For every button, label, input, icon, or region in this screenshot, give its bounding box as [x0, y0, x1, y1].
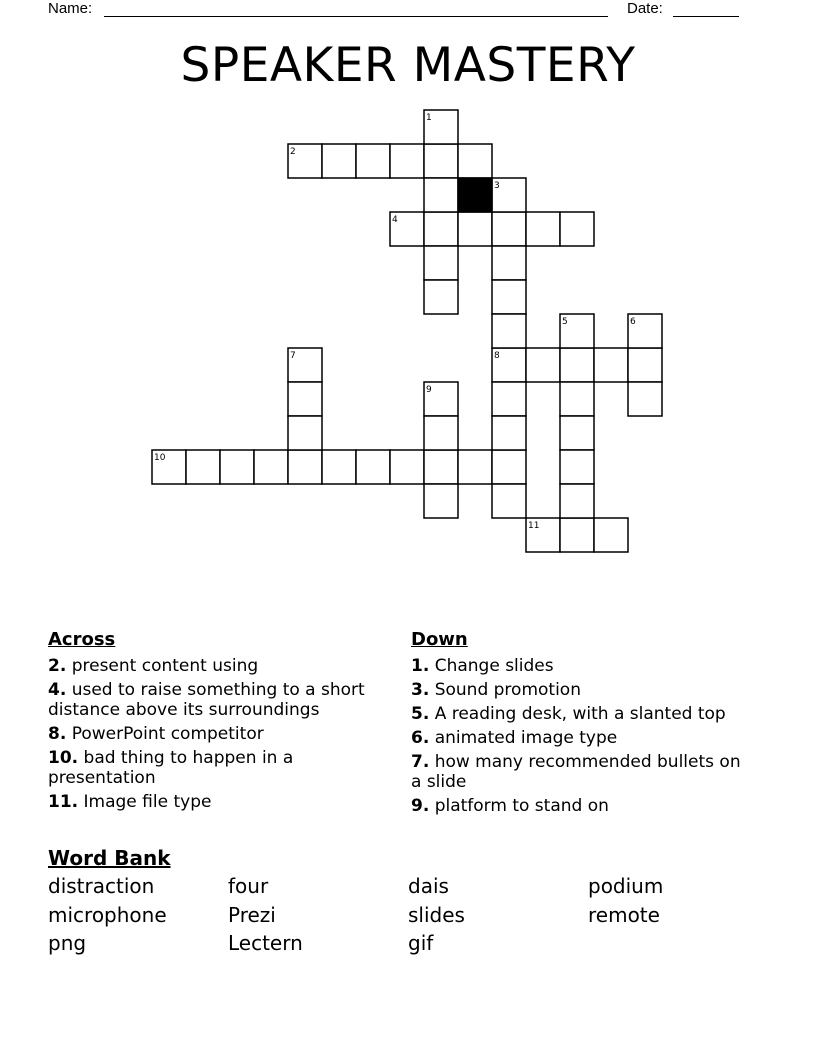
grid-cell[interactable] [288, 416, 322, 450]
grid-cell[interactable] [492, 450, 526, 484]
grid-cell[interactable] [390, 450, 424, 484]
grid-cell[interactable] [424, 484, 458, 518]
clue-number: 2. [48, 656, 67, 676]
word-bank-item: Lectern [228, 931, 303, 955]
grid-cell[interactable] [424, 246, 458, 280]
clue-number: 8. [48, 724, 67, 744]
grid-cell[interactable] [560, 382, 594, 416]
clue-text: animated image type [429, 728, 618, 748]
clue-number: 11. [48, 792, 79, 812]
clue-down-1 [411, 656, 756, 676]
word-bank-item: dais [408, 874, 449, 898]
cell-number: 11 [528, 521, 540, 531]
grid-cell[interactable] [492, 416, 526, 450]
word-bank-item: podium [588, 874, 664, 898]
name-blank[interactable] [104, 16, 608, 17]
grid-cell[interactable] [594, 518, 628, 552]
cell-number: 1 [426, 113, 432, 123]
grid-cell[interactable] [526, 212, 560, 246]
clue-down-3 [411, 680, 756, 700]
grid-cell[interactable] [628, 382, 662, 416]
grid-cell[interactable] [322, 144, 356, 178]
cell-number: 6 [630, 317, 636, 327]
grid-cell[interactable] [492, 246, 526, 280]
cell-number: 5 [562, 317, 568, 327]
clue-text: used to raise something to a short distance above its surroundings [48, 680, 365, 720]
word-bank-item: distraction [48, 874, 155, 898]
clue-down-6 [411, 728, 756, 748]
down-heading: Down [411, 629, 468, 650]
clue-text: how many recommended bullets on a slide [411, 752, 741, 792]
word-bank-item: Prezi [228, 903, 276, 927]
cell-number: 8 [494, 351, 500, 361]
clue-number: 1. [411, 656, 430, 676]
grid-cell[interactable] [492, 348, 526, 382]
cell-number: 4 [392, 215, 398, 225]
grid-cell[interactable] [424, 110, 458, 144]
word-bank-item: slides [408, 903, 465, 927]
across-heading: Across [48, 629, 116, 650]
grid-cell[interactable] [390, 144, 424, 178]
grid-cell[interactable] [424, 382, 458, 416]
grid-cell[interactable] [288, 450, 322, 484]
across-clues [48, 628, 393, 816]
name-label: Name: [48, 0, 93, 17]
clue-down-9 [411, 796, 756, 816]
grid-cell[interactable] [288, 348, 322, 382]
clue-across-8 [48, 724, 393, 744]
grid-cell[interactable] [424, 450, 458, 484]
word-bank-item: png [48, 931, 87, 955]
cell-number: 10 [154, 453, 166, 463]
word-bank-item: remote [588, 903, 660, 927]
word-bank-item: four [228, 874, 269, 898]
grid-cell[interactable] [560, 314, 594, 348]
grid-cell[interactable] [458, 450, 492, 484]
grid-cell[interactable] [424, 144, 458, 178]
grid-cell[interactable] [356, 450, 390, 484]
word-bank-heading: Word Bank [48, 846, 171, 870]
blocked-cell [458, 178, 492, 212]
puzzle-title: SPEAKER MASTERY [180, 38, 636, 93]
down-clues [411, 628, 756, 820]
clue-across-2 [48, 656, 393, 676]
grid-cell[interactable] [560, 484, 594, 518]
clue-number: 4. [48, 680, 67, 700]
date-label: Date: [627, 0, 663, 17]
grid-cell[interactable] [458, 144, 492, 178]
grid-cell[interactable] [560, 212, 594, 246]
grid-cell[interactable] [356, 144, 390, 178]
grid-cell[interactable] [560, 450, 594, 484]
grid-cell[interactable] [288, 382, 322, 416]
grid-cell[interactable] [220, 450, 254, 484]
cell-number: 2 [290, 147, 296, 157]
grid-cell[interactable] [526, 348, 560, 382]
clue-text: bad thing to happen in a presentation [48, 748, 294, 788]
grid-cell[interactable] [492, 212, 526, 246]
clue-text: Change slides [429, 656, 554, 676]
grid-cell[interactable] [152, 450, 186, 484]
grid-cell[interactable] [492, 178, 526, 212]
clue-across-11 [48, 792, 393, 812]
clue-text: Sound promotion [429, 680, 581, 700]
grid-cell[interactable] [458, 212, 492, 246]
clue-down-5 [411, 704, 756, 724]
grid-cell[interactable] [492, 484, 526, 518]
clue-number: 7. [411, 752, 430, 772]
grid-cell[interactable] [254, 450, 288, 484]
grid-cell[interactable] [288, 144, 322, 178]
grid-cell[interactable] [594, 348, 628, 382]
cell-number: 7 [290, 351, 296, 361]
clue-down-7 [411, 752, 756, 792]
grid-cell[interactable] [560, 348, 594, 382]
grid-cell[interactable] [186, 450, 220, 484]
worksheet-header [0, 0, 816, 20]
grid-cell[interactable] [526, 518, 560, 552]
clue-text: present content using [66, 656, 259, 676]
clue-text: platform to stand on [429, 796, 609, 816]
grid-cell[interactable] [424, 178, 458, 212]
grid-cell[interactable] [322, 450, 356, 484]
clue-across-10 [48, 748, 393, 788]
cell-number: 9 [426, 385, 432, 395]
clue-number: 6. [411, 728, 430, 748]
clue-text: A reading desk, with a slanted top [429, 704, 726, 724]
word-bank-item: gif [408, 931, 434, 955]
grid-cell[interactable] [424, 212, 458, 246]
clue-number: 9. [411, 796, 430, 816]
grid-cell[interactable] [492, 314, 526, 348]
clue-text: PowerPoint competitor [66, 724, 264, 744]
grid-cell[interactable] [492, 280, 526, 314]
grid-cell[interactable] [492, 382, 526, 416]
clue-across-4 [48, 680, 393, 720]
grid-cell[interactable] [628, 314, 662, 348]
grid-cell[interactable] [390, 212, 424, 246]
grid-cell[interactable] [560, 416, 594, 450]
clue-number: 10. [48, 748, 79, 768]
clue-text: Image file type [78, 792, 212, 812]
cell-number: 3 [494, 181, 500, 191]
grid-cell[interactable] [424, 280, 458, 314]
date-blank[interactable] [673, 16, 739, 17]
word-bank-item: microphone [48, 903, 167, 927]
grid-cell[interactable] [424, 416, 458, 450]
clue-number: 3. [411, 680, 430, 700]
grid-cell[interactable] [560, 518, 594, 552]
clue-number: 5. [411, 704, 430, 724]
grid-cell[interactable] [628, 348, 662, 382]
